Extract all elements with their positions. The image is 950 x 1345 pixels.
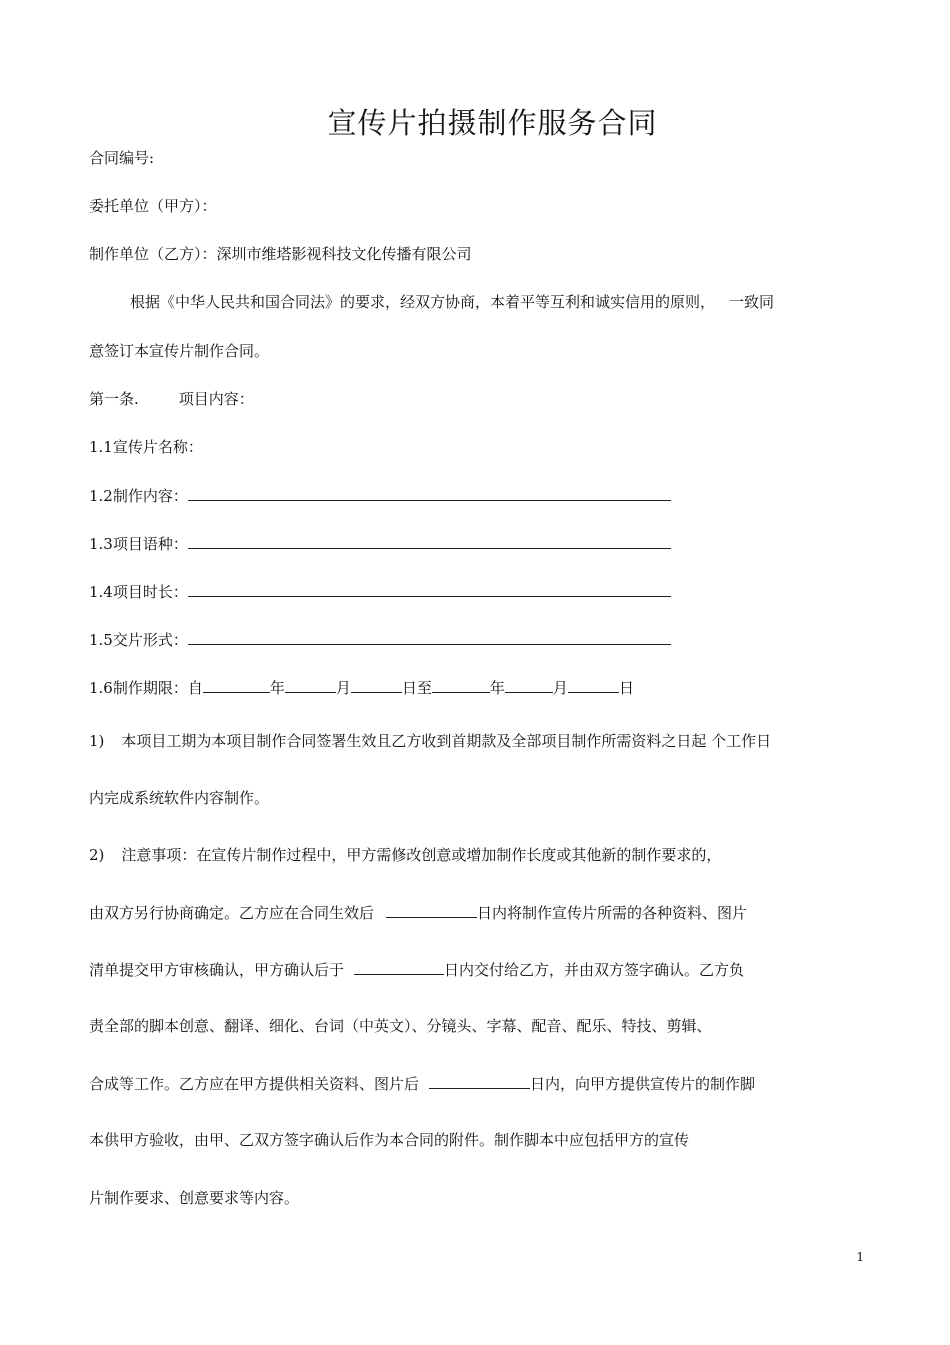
period-month2: 月 <box>552 679 568 697</box>
note-1-line-1 <box>89 731 771 751</box>
item-1-3-label: 1.3项目语种： <box>89 535 188 553</box>
item-1-5-label: 1.5交片形式： <box>89 631 188 649</box>
note-1-text-2: 内完成系统软件内容制作。 <box>89 789 270 807</box>
note-2-text-3b: 日内交付给乙方，并由双方签字确认。乙方负 <box>444 961 745 979</box>
period-label: 1.6制作期限：自 <box>89 679 203 697</box>
party-b-label: 制作单位（乙方）： <box>89 245 217 263</box>
note-2-text-5b: 日内，向甲方提供宣传片的制作脚 <box>530 1075 756 1093</box>
item-1-4-label: 1.4项目时长： <box>89 583 188 601</box>
document-title: 宣传片拍摄制作服务合同 <box>327 106 658 140</box>
item-1-6 <box>89 677 634 698</box>
note-1-number: 1) <box>89 732 105 750</box>
party-b-line <box>89 244 472 264</box>
intro-line-2 <box>89 341 269 361</box>
item-1-3-blank <box>188 533 671 549</box>
note-2-text-7: 片制作要求、创意要求等内容。 <box>89 1189 300 1207</box>
item-1-2-label: 1.2制作内容： <box>89 487 188 505</box>
intro-line-1 <box>130 292 774 312</box>
item-1-2-blank <box>188 485 671 501</box>
item-1-2 <box>89 485 671 506</box>
note-2-line-6 <box>89 1130 689 1150</box>
article-1-heading <box>89 389 254 409</box>
note-2-line-2 <box>89 902 747 923</box>
item-1-4 <box>89 581 671 602</box>
period-day2-blank <box>568 677 619 693</box>
note-1-text-1: 本项目工期为本项目制作合同签署生效且乙方收到首期款及全部项目制作所需资料之日起 个工作日 <box>121 732 772 750</box>
article-1-title: 项目内容： <box>178 390 254 408</box>
contract-number-label: 合同编号: <box>89 149 155 167</box>
page-number: 1 <box>856 1250 864 1264</box>
note-2-line-5 <box>89 1073 755 1094</box>
item-1-1-label: 1.1宣传片名称： <box>89 438 203 456</box>
item-1-1 <box>89 437 203 457</box>
note-1-line-2 <box>89 788 269 808</box>
note-2-text-2a: 由双方另行协商确定。乙方应在合同生效后 <box>89 904 375 922</box>
note-2-blank-2 <box>354 959 444 975</box>
period-year2-blank <box>432 677 490 693</box>
note-2-blank-1 <box>386 902 477 918</box>
party-a-label: 委托单位（甲方）： <box>89 197 217 215</box>
note-2-blank-3 <box>429 1073 530 1089</box>
period-month2-blank <box>505 677 553 693</box>
contract-number-line <box>89 148 154 168</box>
period-day2: 日 <box>618 679 634 697</box>
note-2-line-4 <box>89 1016 712 1036</box>
intro-text-1: 根据《中华人民共和国合同法》的要求，经双方协商，本着平等互利和诚实信用的原则， <box>130 293 716 311</box>
article-1-number: 第一条. <box>89 390 139 408</box>
period-day1-blank <box>351 677 402 693</box>
period-month1-blank <box>285 677 336 693</box>
item-1-5 <box>89 629 671 650</box>
note-2-text-2b: 日内将制作宣传片所需的各种资料、图片 <box>477 904 748 922</box>
item-1-5-blank <box>188 629 671 645</box>
period-day-to: 日至 <box>401 679 432 697</box>
note-2-text-1: 注意事项：在宣传片制作过程中，甲方需修改创意或增加制作长度或其他新的制作要求的， <box>121 846 722 864</box>
note-2-line-3 <box>89 959 744 980</box>
note-2-text-5a: 合成等工作。乙方应在甲方提供相关资料、图片后 <box>89 1075 420 1093</box>
note-2-line-1 <box>89 845 721 865</box>
intro-text-1-tail: 一致同 <box>729 293 775 311</box>
item-1-4-blank <box>188 581 671 597</box>
period-year1: 年 <box>269 679 285 697</box>
note-2-line-7 <box>89 1188 299 1208</box>
note-2-number: 2) <box>89 846 105 864</box>
item-1-3 <box>89 533 671 554</box>
note-2-text-6: 本供甲方验收，由甲、乙双方签字确认后作为本合同的附件。制作脚本中应包括甲方的宣传 <box>89 1131 690 1149</box>
period-month1: 月 <box>335 679 351 697</box>
note-2-text-3a: 清单提交甲方审核确认，甲方确认后于 <box>89 961 345 979</box>
party-a-line <box>89 196 217 216</box>
period-year2: 年 <box>489 679 505 697</box>
intro-text-2: 意签订本宣传片制作合同。 <box>89 342 270 360</box>
note-2-text-4: 责全部的脚本创意、翻译、细化、台词（中英文）、分镜头、字幕、配音、配乐、特技、剪辑、 <box>89 1017 712 1035</box>
period-year1-blank <box>203 677 270 693</box>
party-b-name: 深圳市维塔影视科技文化传播有限公司 <box>216 245 472 263</box>
